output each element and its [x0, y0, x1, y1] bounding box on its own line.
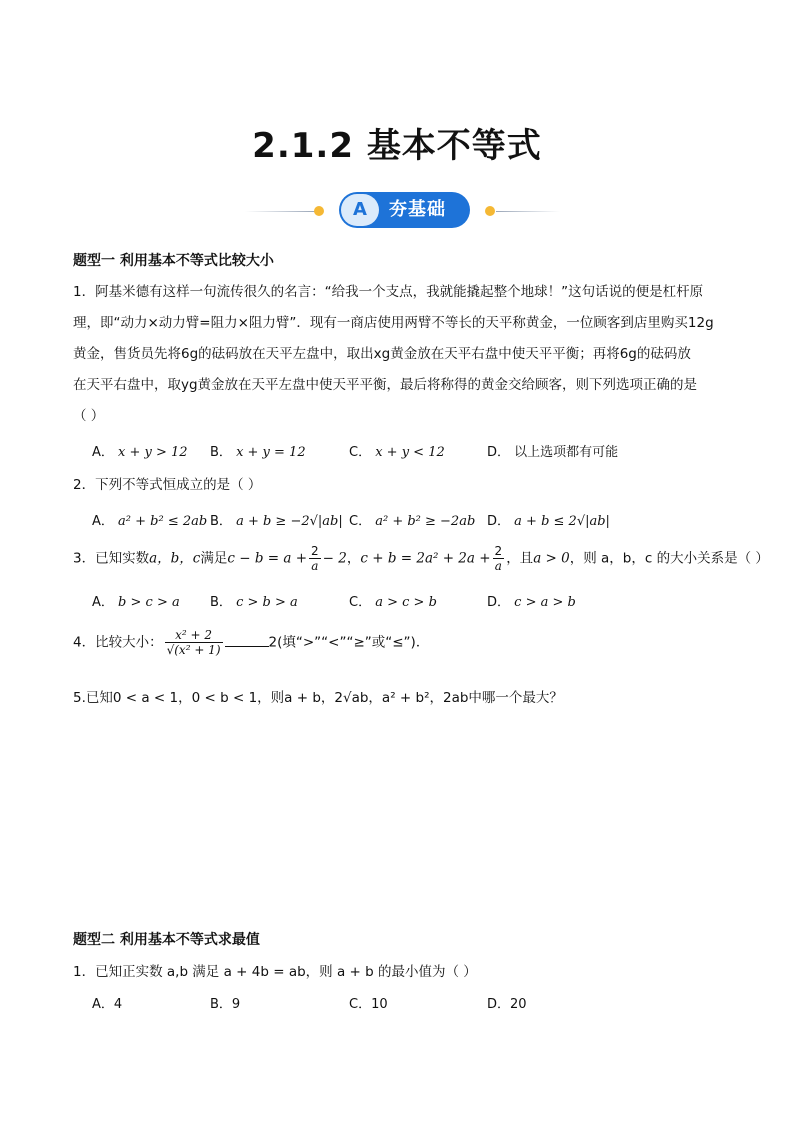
section-heading-2: 题型二 利用基本不等式求最值	[73, 932, 260, 948]
banner-text: 夯基础	[389, 199, 446, 220]
option-d	[487, 510, 610, 529]
option-label: D．	[487, 445, 511, 460]
option-text: x + y > 12	[118, 445, 188, 460]
option-text: x + y < 12	[375, 445, 445, 460]
option-c	[349, 510, 475, 529]
option-a	[92, 591, 180, 610]
option-label: B．	[210, 997, 232, 1012]
banner-line-left	[245, 211, 315, 212]
question-2-1: 1．已知正实数 a,b 满足 a + 4b = ab，则 a + b 的最小值为（ ）	[73, 964, 477, 980]
question-1-5: 5.已知0 < a < 1，0 < b < 1，则a + b，2√ab，a² + b²，2ab中哪一个最大？	[73, 690, 563, 706]
condition: a > 0	[533, 550, 570, 567]
option-b	[210, 993, 240, 1012]
section-banner	[245, 192, 560, 230]
question-line: 在天平右盘中，取yg黄金放在天平左盘中使天平平衡，最后将称得的黄金交给顾客，则下列选项正确的是	[73, 377, 698, 393]
option-d	[487, 591, 576, 610]
option-label: A．	[92, 595, 114, 610]
question-text: 阿基米德有这样一句流传很久的名言：“给我一个支点，我就能撬起整个地球！”这句话说的便是杠杆原	[95, 284, 704, 300]
banner-dot-left	[314, 206, 324, 216]
option-text: a² + b² ≤ 2ab	[118, 514, 208, 529]
page-title: 2.1.2 基本不等式	[252, 126, 542, 166]
question-line: 理，即“动力×动力臂=阻力×阻力臂”．现有一商店使用两臂不等长的天平称黄金，一位顾客到店里购买12g	[73, 315, 714, 331]
option-text: c > a > b	[514, 595, 576, 610]
option-label: B．	[210, 445, 232, 460]
option-text: 20	[510, 997, 527, 1012]
option-text: 4	[113, 997, 123, 1012]
equation: c + b = 2a² + 2a +	[360, 550, 491, 567]
option-text: 以上选项都有可能	[514, 445, 619, 460]
option-label: C．	[349, 595, 372, 610]
question-1-1	[73, 277, 723, 432]
option-label: D．	[487, 514, 511, 529]
question-text: 4．比较大小：	[73, 634, 163, 651]
fraction-numerator: 2	[494, 544, 503, 558]
question-1-3	[73, 544, 769, 573]
option-label: A．	[92, 445, 114, 460]
option-label: D．	[487, 595, 511, 610]
equation: − 2	[322, 550, 347, 567]
option-b	[210, 591, 298, 610]
option-label: B．	[210, 595, 232, 610]
option-d	[487, 993, 527, 1012]
option-c	[349, 591, 437, 610]
option-text: 10	[371, 997, 388, 1012]
option-text: a + b ≤ 2√|ab|	[514, 514, 610, 529]
question-text: ，且	[506, 550, 534, 567]
fraction-denominator: a	[311, 559, 319, 573]
option-text: b > c > a	[118, 595, 180, 610]
option-b	[210, 441, 306, 460]
option-label: D．	[487, 997, 511, 1012]
option-text: 9	[231, 997, 241, 1012]
math-vars: a，b，c	[149, 550, 201, 567]
question-line	[73, 277, 723, 308]
section-heading-1: 题型一 利用基本不等式比较大小	[73, 253, 274, 269]
option-c	[349, 993, 388, 1012]
option-label: A．	[92, 514, 114, 529]
banner-dot-right	[485, 206, 495, 216]
option-c	[349, 441, 445, 460]
option-a	[92, 510, 207, 529]
option-label: C．	[349, 445, 372, 460]
option-text: c > b > a	[236, 595, 298, 610]
question-line: 黄金，售货员先将6g的砝码放在天平左盘中，取出xg黄金放在天平右盘中使天平平衡；再将6g的砝码放	[73, 346, 691, 362]
question-number: 1．	[73, 284, 96, 300]
answer-blank[interactable]	[225, 634, 269, 647]
option-text: x + y = 12	[236, 445, 306, 460]
question-text: 2(填“>”“<”“≥”或“≤”)．	[268, 634, 430, 651]
option-a	[92, 993, 122, 1012]
option-label: C．	[349, 514, 372, 529]
banner-pill	[339, 192, 470, 228]
fraction	[493, 544, 505, 573]
option-a	[92, 441, 188, 460]
fraction-denominator: a	[494, 559, 502, 573]
question-1-2: 2．下列不等式恒成立的是（ ）	[73, 477, 262, 493]
fraction-numerator: x² + 2	[165, 628, 223, 643]
option-label: B．	[210, 514, 232, 529]
question-text: 满足	[200, 550, 228, 567]
equation: c − b = a +	[227, 550, 308, 567]
question-line: （ ）	[73, 408, 105, 424]
fraction	[165, 628, 223, 657]
banner-line-right	[496, 211, 560, 212]
option-label: A．	[92, 997, 114, 1012]
fraction-numerator: 2	[311, 544, 319, 558]
question-1-4	[73, 628, 429, 657]
separator: ，	[346, 550, 361, 567]
option-text: a > c > b	[375, 595, 437, 610]
banner-letter: A	[341, 194, 379, 226]
option-b	[210, 510, 343, 529]
option-d	[487, 441, 618, 460]
fraction	[309, 544, 321, 573]
fraction-denominator: √(x² + 1)	[166, 643, 221, 657]
option-label: C．	[349, 997, 372, 1012]
question-text: ，则 a，b，c 的大小关系是（ ）	[569, 550, 769, 567]
option-text: a² + b² ≥ −2ab	[375, 514, 476, 529]
question-text: 3．已知实数	[73, 550, 150, 567]
option-text: a + b ≥ −2√|ab|	[236, 514, 343, 529]
